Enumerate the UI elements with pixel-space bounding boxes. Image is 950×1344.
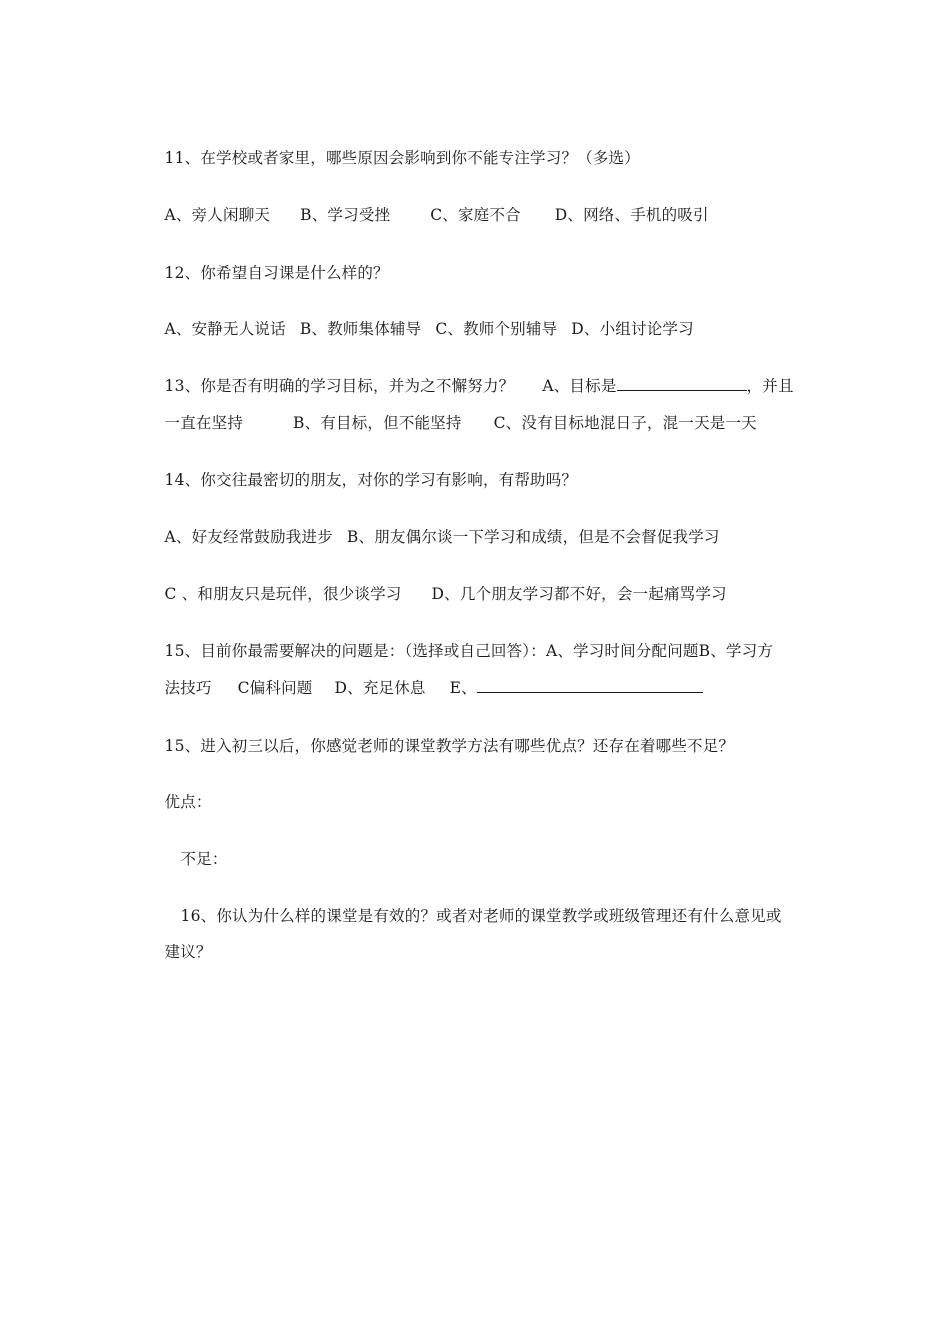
option-a: A、好友经常鼓励我进步 — [164, 528, 333, 546]
option-d: D、充足休息 — [334, 679, 426, 697]
option-d: D、小组讨论学习 — [571, 320, 694, 338]
option-e: E、 — [449, 679, 477, 697]
option-a-cont: 一直在坚持 — [164, 414, 244, 432]
cons-label — [160, 829, 228, 889]
question-11 — [144, 128, 640, 188]
question-11-text: 11、在学校或者家里，哪些原因会影响到你不能专注学习？（多选） — [164, 149, 640, 167]
question-15b — [144, 716, 734, 776]
pros-text: 优点： — [164, 793, 212, 811]
question-15a-options — [144, 658, 703, 718]
option-a: A、安静无人说话 — [164, 320, 286, 338]
option-b: B、学习受挫 — [300, 206, 391, 224]
option-b: B、教师集体辅导 — [299, 320, 422, 338]
question-12-options — [144, 299, 694, 359]
option-a: A、旁人闲聊天 — [164, 206, 271, 224]
option-c: C偏科问题 — [237, 679, 313, 697]
option-c: C 、和朋友只是玩伴，很少谈学习 — [164, 585, 402, 603]
question-15a-text: 15、目前你最需要解决的问题是：（选择或自己回答）：A、学习时间分配问题B、学习方 — [164, 642, 774, 660]
question-16-cont — [144, 922, 212, 982]
question-14 — [144, 450, 577, 510]
option-c: C、家庭不合 — [430, 206, 521, 224]
question-16-cont-text: 建议？ — [164, 943, 212, 961]
option-d: D、几个朋友学习都不好，会一起痛骂学习 — [431, 585, 727, 603]
question-15b-text: 15、进入初三以后，你感觉老师的课堂教学方法有哪些优点？还存在着哪些不足？ — [164, 737, 735, 755]
option-d: D、网络、手机的吸引 — [554, 206, 709, 224]
option-a-suffix: ，并且 — [746, 377, 794, 395]
question-12-text: 12、你希望自习课是什么样的？ — [164, 264, 389, 282]
answer-blank[interactable] — [477, 678, 703, 693]
option-b: B、朋友偶尔谈一下学习和成绩，但是不会督促我学习 — [346, 528, 720, 546]
question-13-options — [144, 393, 757, 453]
option-c: C、教师个别辅导 — [435, 320, 558, 338]
question-14-options-ab — [144, 507, 720, 567]
question-16-text: 16、你认为什么样的课堂是有效的？或者对老师的课堂教学或班级管理还有什么意见或 — [180, 907, 782, 925]
question-15a-cont: 法技巧 — [164, 679, 212, 697]
question-12 — [144, 243, 389, 303]
option-b: B、有目标，但不能坚持 — [293, 414, 462, 432]
pros-label — [144, 772, 212, 832]
question-14-text: 14、你交往最密切的朋友，对你的学习有影响，有帮助吗？ — [164, 471, 578, 489]
goal-blank[interactable] — [617, 376, 747, 391]
option-a: A、目标是 — [542, 377, 617, 395]
question-13-text: 13、你是否有明确的学习目标，并为之不懈努力？ — [164, 377, 515, 395]
question-14-options-cd — [144, 564, 727, 624]
cons-text: 不足： — [180, 850, 228, 868]
question-16 — [160, 886, 782, 946]
question-11-options — [144, 185, 709, 245]
option-c: C、没有目标地混日子，混一天是一天 — [493, 414, 757, 432]
